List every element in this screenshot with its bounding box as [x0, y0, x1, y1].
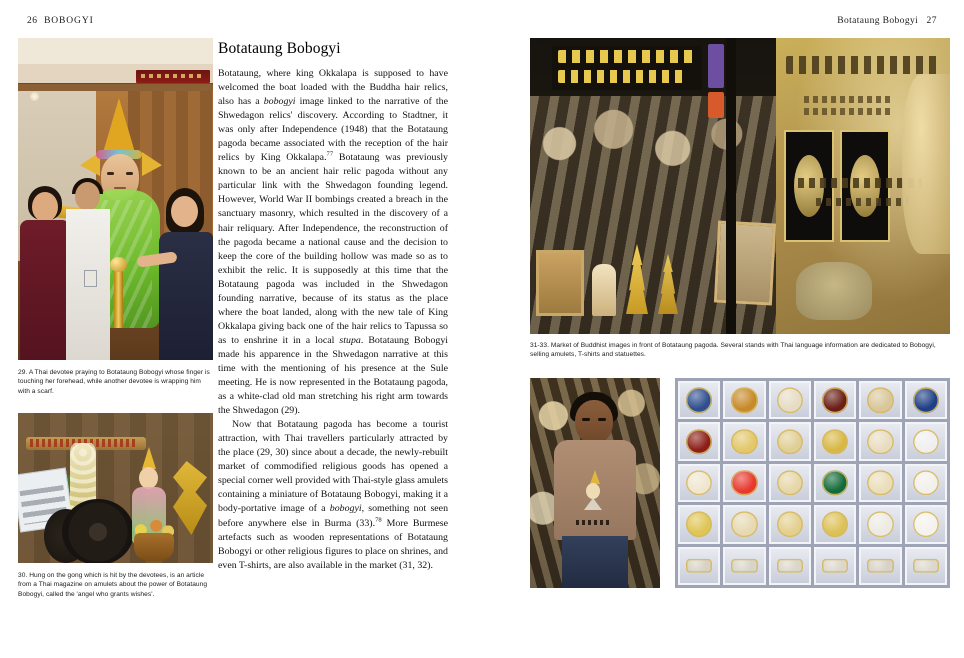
amulet-box — [814, 505, 856, 543]
amulet — [913, 559, 939, 573]
ceiling-lamp — [30, 92, 39, 101]
amulet-box — [769, 422, 811, 460]
para2-italic-bobogyi: bobogyi — [329, 503, 362, 515]
thai-sign-line-2 — [558, 70, 686, 83]
amulet — [686, 512, 712, 537]
amulet-box — [814, 422, 856, 460]
amulet-box — [859, 464, 901, 502]
para1-seg3: Botataung was previously known to be an ancient hair relic pagoda without any particular link with the Shwedagon founding legend. However, World War II bombings created a breach in the sanctuary masonry, which resulted in the discovery of a hair reliquary. After Independence, the reconstruction of the pagoda became a national cause and the decision to keep the core of the building hollow was made so as to exhibit the relic. It is supposedly at this time that the Botataung pagoda was included in the Shwedagon founding narrative, because of its status as the place where the boat landed, along with the new tale of King Okkalapa giving back one of the hair relics to Tapussa so as to enshrine it in a local — [218, 152, 448, 346]
banner-subline-1 — [804, 96, 894, 103]
para1-italic-bobogyi: bobogyi — [263, 96, 296, 108]
amulet — [822, 387, 848, 412]
amulet-box — [859, 422, 901, 460]
amulet-box-grid — [675, 378, 950, 588]
amulet — [822, 470, 848, 495]
para1-italic-stupa: stupa — [339, 334, 361, 346]
photo-devotee-praying — [18, 38, 213, 360]
attendant-badge — [84, 270, 97, 287]
running-title-left: BOBOGYI — [44, 16, 94, 26]
amulet — [731, 387, 757, 412]
amulet — [777, 512, 803, 537]
amulet-box — [905, 547, 947, 585]
amulet-box — [814, 547, 856, 585]
framed-picture-2 — [714, 221, 776, 306]
banner-headline — [786, 56, 938, 74]
page-title: Botataung Bobogyi — [218, 40, 341, 57]
banner-venue-line — [816, 198, 908, 206]
figure-32 — [530, 378, 660, 588]
statue-eye-right — [126, 172, 133, 175]
amulet-box — [678, 422, 720, 460]
amulet — [913, 512, 939, 537]
statue-eye-left — [107, 172, 114, 175]
photo-gong-shrine — [18, 413, 213, 563]
para2-seg3: More Burmese artefacts such as wooden representations of Botataung Bobogyi or other religious figures to place on shrines, and even T-shirts, are also available in the market (31, 32). — [218, 517, 448, 571]
photo-amulet-grid — [675, 378, 950, 588]
amulet-box — [769, 381, 811, 419]
para1-seg4: . Botataung Bobogyi made his apparence in the Shwedagon narrative at this time with the mentioning of his presence at the Sule meeting. He is now represented in the Botataung pagoda, as a white-clad old man stretching his right arm towards the Shwedagon (29). — [218, 334, 448, 417]
vendor-eye-right — [598, 418, 606, 421]
running-head-right — [837, 16, 937, 26]
amulet — [731, 470, 757, 495]
running-head-left — [27, 16, 94, 26]
photo-tshirt-vendor — [530, 378, 660, 588]
devotee-left — [20, 186, 70, 360]
devotee-right — [157, 188, 213, 360]
statue-mouth — [114, 187, 126, 189]
devotee-right-head — [171, 196, 198, 227]
amulet — [913, 387, 939, 412]
figure-30 — [18, 413, 213, 563]
amulet-box — [678, 381, 720, 419]
orange-sticker — [708, 92, 724, 118]
amulet-box — [678, 505, 720, 543]
amulet-box — [723, 422, 765, 460]
amulet-box — [814, 381, 856, 419]
folio-right: 27 — [926, 16, 937, 26]
stall-post — [726, 38, 736, 334]
para2-seg2: , something not seen before anywhere else in Burma (33). — [218, 503, 449, 529]
amulet — [867, 429, 893, 454]
amulet — [686, 559, 712, 573]
amulet — [731, 512, 757, 537]
amulet-box — [769, 547, 811, 585]
print-body — [586, 483, 600, 499]
amulet — [822, 559, 848, 573]
footnote-marker-77: 77 — [326, 150, 334, 158]
amulet-box — [723, 505, 765, 543]
devotee-left-body — [20, 220, 70, 360]
paragraph-2 — [218, 418, 448, 573]
footnote-marker-78: 78 — [375, 516, 382, 524]
para2-seg1: Now that Botataung pagoda has become a tourist attraction, with Thai travellers particularly attracted by the place (29, 30) since about a decade, the newly-rebuilt market of commodified religious goods has opened a special corner well provided with Thai-style glass amulets containing a miniature of Botataung Bobogyi, making it a body-portative image of a — [218, 419, 448, 515]
amulet-box — [859, 381, 901, 419]
devotee-left-head — [32, 192, 58, 222]
figure-29 — [18, 38, 213, 360]
amulet-box — [905, 505, 947, 543]
amulet-box — [769, 464, 811, 502]
banner-subline-2 — [804, 108, 894, 115]
amulet — [822, 512, 848, 537]
caption-30: 30. Hung on the gong which is hit by the devotees, is an article from a Thai magazine on amulets about the power of Botataung Bobogyi, called the 'angel who grants wishes'. — [18, 572, 208, 598]
amulet-box — [769, 505, 811, 543]
amulet-box — [678, 464, 720, 502]
banner-deity-figure — [902, 74, 950, 254]
print-crown — [590, 470, 600, 484]
amulet — [913, 470, 939, 495]
shrine-statue-crown — [142, 447, 156, 469]
caption-31-33: 31-33. Market of Buddhist images in front of Botataung pagoda. Several stands with Thai language information are dedicated to Bobogyi, selling amulets, T-shirts and statuettes. — [530, 342, 936, 359]
red-signboard — [136, 70, 210, 83]
shrine-statue-head — [139, 467, 158, 489]
amulet — [686, 387, 712, 412]
article-body — [218, 40, 448, 573]
wooden-figurine — [592, 264, 616, 316]
tshirt-thai-text — [576, 520, 612, 525]
attendant-middle — [66, 178, 110, 360]
amulet — [822, 429, 848, 454]
amulet — [777, 559, 803, 573]
amulet — [867, 559, 893, 573]
para1-seg2: image linked to the narrative of the Shwedagon relics' discovery. According to Stadtner, it was only after Independence (1948) that the Botataung pagoda became associated with the reception of the hair relics by King Okkalapa. — [218, 96, 448, 164]
tshirt-bobogyi-print — [582, 470, 608, 516]
amulet-box — [723, 381, 765, 419]
framed-picture-1 — [536, 250, 584, 316]
print-stupa — [584, 498, 602, 510]
amulet — [777, 387, 803, 412]
golden-staff — [114, 268, 123, 328]
figure-31 — [530, 38, 950, 334]
amulet — [777, 429, 803, 454]
amulet — [867, 387, 893, 412]
amulet-box — [723, 547, 765, 585]
amulet — [913, 429, 939, 454]
purple-sticker — [708, 44, 724, 88]
photo-market-stall — [530, 38, 950, 334]
folio-left: 26 — [27, 16, 38, 26]
figure-33 — [675, 378, 950, 588]
amulet-box — [859, 547, 901, 585]
amulet — [686, 429, 712, 454]
large-gong — [62, 499, 134, 563]
attendant-head — [75, 182, 100, 211]
amulet-box — [814, 464, 856, 502]
amulet — [731, 559, 757, 573]
para1-seg1: Botataung, where king Okkalapa is supposed to have welcomed the boat loaded with the Buddha hair relics, also has a — [218, 68, 448, 108]
amulet-box — [905, 464, 947, 502]
crown-wing-right — [142, 152, 162, 176]
running-title-right: Botataung Bobogyi — [837, 16, 919, 26]
vendor-eye-left — [582, 418, 590, 421]
devotee-right-body — [159, 232, 213, 360]
amulet-box — [905, 381, 947, 419]
amulet-box — [723, 464, 765, 502]
statue-crown — [102, 98, 136, 156]
thai-sign-line-1 — [558, 50, 696, 63]
amulet — [686, 470, 712, 495]
amulet-box — [678, 547, 720, 585]
vendor-jeans — [562, 536, 628, 588]
amulet-box — [905, 422, 947, 460]
vendor-head — [575, 400, 613, 444]
offering-pot — [134, 533, 174, 561]
amulet — [867, 470, 893, 495]
paragraph-1 — [218, 67, 448, 418]
banner-elephant-image — [796, 262, 872, 320]
amulet — [731, 429, 757, 454]
amulet-box — [859, 505, 901, 543]
caption-29: 29. A Thai devotee praying to Botataung Bobogyi whose finger is touching her forehead, while another devotee is wrapping him with a scarf. — [18, 369, 210, 395]
amulet — [867, 512, 893, 537]
amulet — [777, 470, 803, 495]
